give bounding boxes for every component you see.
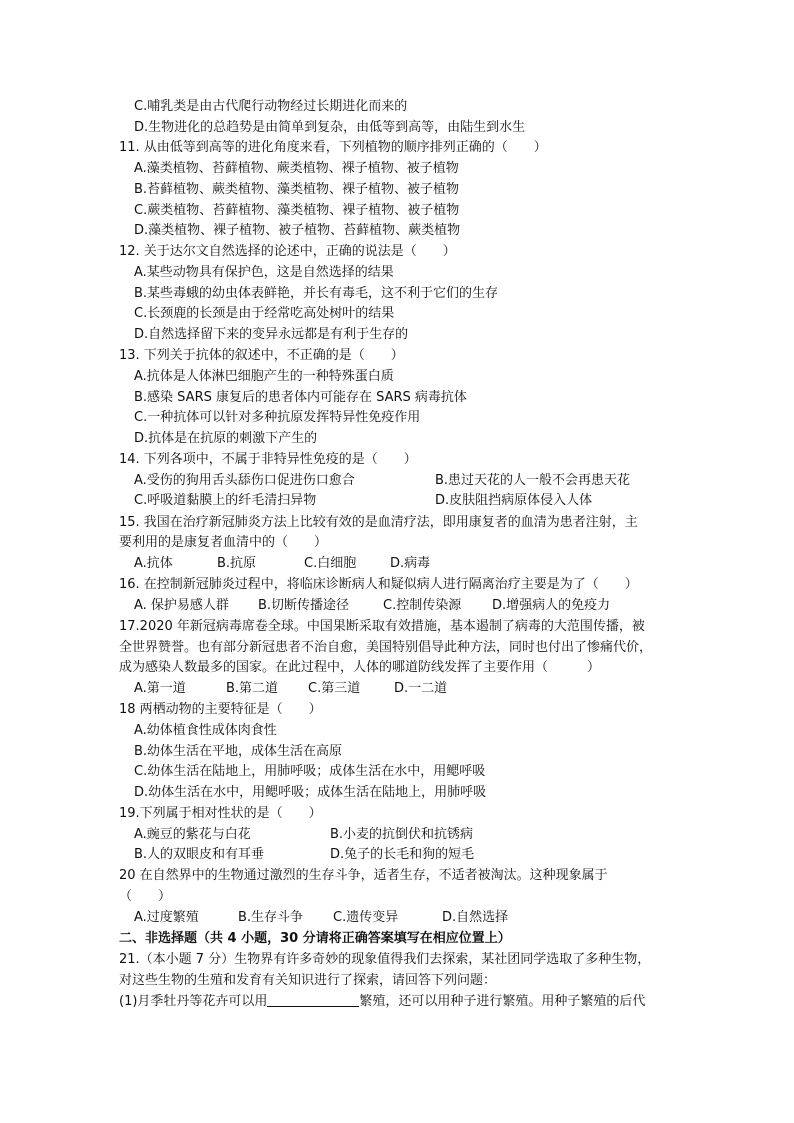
q13-option-c: C.一种抗体可以针对多种抗原发挥特异性免疫作用: [134, 410, 421, 425]
q19-stem: 19.下列属于相对性状的是（ ）: [119, 806, 322, 821]
q15-stem-line2: 要利用的是康复者血清中的（ ）: [119, 535, 328, 550]
q20-option-a: A.过度繁殖: [134, 910, 199, 925]
q12-option-c: C.长颈鹿的长颈是由于经常吃高处树叶的结果: [134, 306, 395, 321]
q10-option-d: D.生物进化的总趋势是由简单到复杂，由低等到高等，由陆生到水生: [134, 120, 526, 135]
q13-option-d: D.抗体是在抗原的刺激下产生的: [134, 431, 318, 446]
q11-stem: 11. 从由低等到高等的进化角度来看，下列植物的顺序排列正确的（ ）: [119, 140, 547, 155]
q13-stem: 13. 下列关于抗体的叙述中，不正确的是（ ）: [119, 348, 404, 363]
q19-option-b: B.小麦的抗倒伏和抗锈病: [330, 827, 474, 842]
q12-option-d: D.自然选择留下来的变异永远都是有利于生存的: [134, 327, 409, 342]
section-2-title: 二、非选择题（共 4 小题，30 分请将正确答案填写在相应位置上）: [119, 931, 511, 946]
q17-option-a: A.第一道: [134, 681, 186, 696]
q14-option-d: D.皮肤阻挡病原体侵入人体: [435, 493, 593, 508]
q12-stem: 12. 关于达尔文自然选择的论述中，正确的说法是（ ）: [119, 244, 456, 259]
q15-option-a: A.抗体: [134, 556, 173, 571]
q13-option-b: B.感染 SARS 康复后的患者体内可能存在 SARS 病毒抗体: [134, 390, 467, 405]
q20-option-c: C.遗传变异: [333, 910, 399, 925]
q21-part1-text-after: 繁殖，还可以用种子进行繁殖。用种子繁殖的后代: [359, 994, 646, 1009]
q14-option-b: B.患过天花的人一般不会再患天花: [435, 473, 631, 488]
q17-stem-line1: 17.2020 年新冠病毒席卷全球。中国果断采取有效措施，基本遏制了病毒的大范围传播，被: [119, 619, 645, 634]
q19-option-d: D.兔子的长毛和狗的短毛: [330, 847, 475, 862]
answer-blank[interactable]: [267, 992, 359, 1007]
q14-option-c: C.呼吸道黏膜上的纤毛清扫异物: [134, 493, 317, 508]
q21-part1: [119, 992, 645, 1012]
q21-part1-text-before: (1)月季牡丹等花卉可以用: [119, 994, 268, 1009]
q18-option-d: D.幼体生活在水中，用鳃呼吸；成体生活在陆地上，用肺呼吸: [134, 785, 487, 800]
q16-option-d: D.增强病人的免疫力: [492, 598, 611, 613]
q21-stem-line2: 对这些生物的生殖和发育有关知识进行了探索，请回答下列问题：: [119, 973, 497, 988]
q20-option-b: B.生存斗争: [238, 910, 304, 925]
q20-stem-line1: 20 在自然界中的生物通过激烈的生存斗争，适者生存，不适者被淘汰。这种现象属于: [119, 868, 608, 883]
q20-stem-line2: （ ）: [119, 889, 172, 904]
q15-stem-line1: 15. 我国在治疗新冠肺炎方法上比较有效的是血清疗法，即用康复者的血清为患者注射，主: [119, 515, 638, 530]
q17-option-b: B.第二道: [226, 681, 279, 696]
q19-option-a: A.豌豆的紫花与白花: [134, 827, 251, 842]
q15-option-c: C.白细胞: [304, 556, 357, 571]
q17-stem-line2: 全世界赞誉。也有部分新冠患者不治自愈，美国特别倡导此种方法，同时也付出了惨痛代价，: [119, 640, 653, 655]
q20-option-d: D.自然选择: [442, 910, 509, 925]
q19-option-c: B.人的双眼皮和有耳垂: [134, 847, 265, 862]
q16-option-b: B.切断传播途径: [258, 598, 350, 613]
q18-stem: 18 两栖动物的主要特征是（ ）: [119, 702, 322, 717]
q12-option-a: A.某些动物具有保护色，这是自然选择的结果: [134, 265, 394, 280]
q11-option-a: A.藻类植物、苔藓植物、蕨类植物、裸子植物、被子植物: [134, 161, 459, 176]
q18-option-c: C.幼体生活在陆地上，用肺呼吸；成体生活在水中，用鳃呼吸: [134, 764, 486, 779]
q17-option-c: C.第三道: [308, 681, 361, 696]
q16-stem: 16. 在控制新冠肺炎过程中，将临床诊断病人和疑似病人进行隔离治疗主要是为了（ ）: [119, 577, 638, 592]
q12-option-b: B.某些毒蛾的幼虫体表鲜艳，并长有毒毛，这不利于它们的生存: [134, 286, 499, 301]
q10-option-c: C.哺乳类是由古代爬行动物经过长期进化而来的: [134, 99, 408, 114]
q15-option-b: B.抗原: [217, 556, 257, 571]
q16-option-c: C.控制传染源: [383, 598, 462, 613]
q17-option-d: D.一二道: [394, 681, 448, 696]
q11-option-b: B.苔藓植物、蕨类植物、藻类植物、裸子植物、被子植物: [134, 182, 460, 197]
q14-stem: 14. 下列各项中，不属于非特异性免疫的是（ ）: [119, 452, 417, 467]
q13-option-a: A.抗体是人体淋巴细胞产生的一种特殊蛋白质: [134, 369, 394, 384]
q18-option-b: B.幼体生活在平地，成体生活在高原: [134, 744, 343, 759]
q18-option-a: A.幼体植食性成体肉食性: [134, 723, 277, 738]
q17-stem-line3: 成为感染人数最多的国家。在此过程中，人体的哪道防线发挥了主要作用（ ）: [119, 660, 601, 675]
q14-option-a: A.受伤的狗用舌头舔伤口促进伤口愈合: [134, 473, 355, 488]
q21-stem-line1: 21.（本小题 7 分）生物界有许多奇妙的现象值得我们去探索，某社团同学选取了多种生物，: [119, 952, 651, 967]
q16-option-a: A. 保护易感人群: [134, 598, 229, 613]
q11-option-c: C.蕨类植物、苔藓植物、藻类植物、裸子植物、被子植物: [134, 203, 460, 218]
q15-option-d: D.病毒: [390, 556, 431, 571]
q11-option-d: D.藻类植物、裸子植物、被子植物、苔藓植物、蕨类植物: [134, 223, 461, 238]
